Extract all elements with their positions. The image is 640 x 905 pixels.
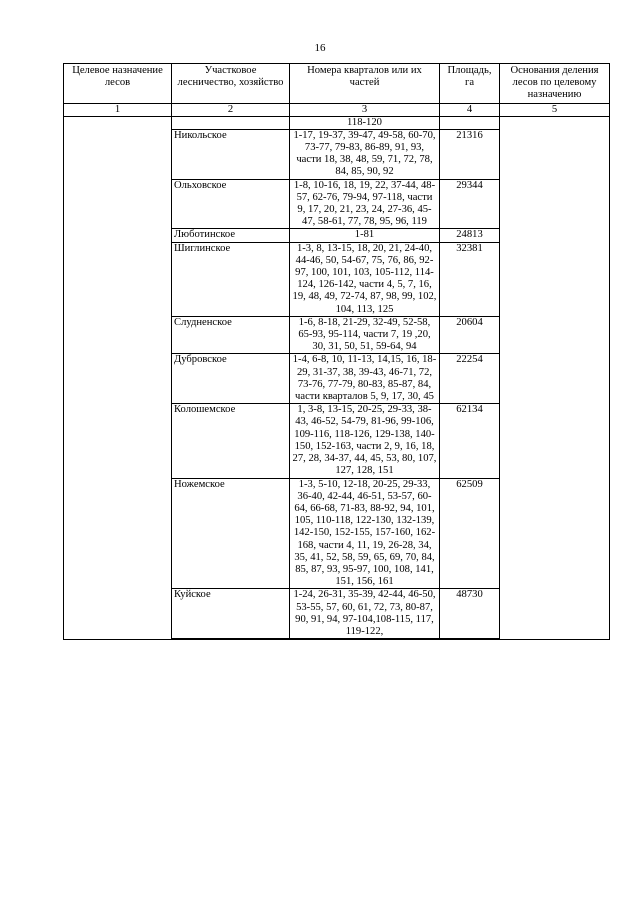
column-number: 2 [172,103,290,116]
forestry-cell: Шиглинское [172,242,290,316]
area-cell: 62134 [440,404,500,478]
blocks-cell: 1-8, 10-16, 18, 19, 22, 37-44, 48-57, 62-76, 79-94, 97-118, части 9, 17, 20, 21, 23, 24, 27-36, 45-47, 58-61, 77, 78, 95, 96, 119 [290,179,440,229]
forestry-cell [172,639,290,640]
forestry-cell [172,116,290,129]
header-purpose: Целевое назначение лесов [64,64,172,104]
area-cell [440,639,500,640]
blocks-cell: 1-3, 8, 13-15, 18, 20, 21, 24-40, 44-46, 50, 54-67, 75, 76, 86, 92-97, 100, 101, 103, 105-112, 114-124, 126-142, части 4, 5, 7, 16, 19, 48, 49, 72-74, 87, 98, 99, 102, 104, 113, 125 [290,242,440,316]
header-forestry: Участковое лесничество, хозяйство [172,64,290,104]
area-cell: 48730 [440,589,500,639]
column-number: 4 [440,103,500,116]
blocks-cell: 1-4, 6-8, 10, 11-13, 14,15, 16, 18-29, 31-37, 38, 39-43, 46-71, 72, 73-76, 77-79, 80-83, 85-87, 84, части кварталов 5, 9, 17, 30, 45 [290,354,440,404]
area-cell: 24813 [440,229,500,242]
table-row [64,116,610,129]
area-cell: 32381 [440,242,500,316]
basis-cell [500,116,610,640]
purpose-cell [64,116,172,640]
forestry-cell: Куйское [172,589,290,639]
blocks-cell: 1-81 [290,229,440,242]
forestry-cell: Слудненское [172,316,290,354]
column-number: 1 [64,103,172,116]
blocks-cell [290,639,440,640]
blocks-cell: 1, 3-8, 13-15, 20-25, 29-33, 38-43, 46-52, 54-79, 81-96, 99-106, 109-116, 118-126, 129-138, 140-150, 152-163, части 2, 9, 16, 18, 27, 28, 34-37, 44, 45, 53, 80, 107, 127, 128, 151 [290,404,440,478]
column-number: 3 [290,103,440,116]
column-number-row [64,103,610,116]
forestry-cell: Дубровское [172,354,290,404]
blocks-cell: 118-120 [290,116,440,129]
blocks-cell: 1-24, 26-31, 35-39, 42-44, 46-50, 53-55, 57, 60, 61, 72, 73, 80-87, 90, 91, 94, 97-104,108-115, 117, 119-122, [290,589,440,639]
forestry-cell: Ножемское [172,478,290,589]
column-number: 5 [500,103,610,116]
forestry-cell: Люботинское [172,229,290,242]
forestry-cell: Ольховское [172,179,290,229]
forestry-cell: Колошемское [172,404,290,478]
header-blocks: Номера кварталов или их частей [290,64,440,104]
blocks-cell: 1-3, 5-10, 12-18, 20-25, 29-33, 36-40, 42-44, 46-51, 53-57, 60-64, 66-68, 71-83, 88-92, 94, 101, 105, 110-118, 122-130, 132-139, 142-150, 152-155, 157-160, 162-168, части 4, 11, 19, 26-28, 34, 35, 41, 52, 58, 59, 65, 69, 70, 84, 85, 87, 93, 95-97, 100, 108, 141, 151, 156, 161 [290,478,440,589]
header-area: Площадь, га [440,64,500,104]
area-cell: 20604 [440,316,500,354]
header-row [64,64,610,104]
area-cell: 29344 [440,179,500,229]
area-cell: 62509 [440,478,500,589]
area-cell [440,116,500,129]
forestry-cell: Никольское [172,129,290,179]
blocks-cell: 1-17, 19-37, 39-47, 49-58, 60-70, 73-77, 79-83, 86-89, 91, 93, части 18, 38, 48, 59, 71, 72, 78, 84, 85, 90, 92 [290,129,440,179]
area-cell: 21316 [440,129,500,179]
forest-division-table [63,63,610,640]
blocks-cell: 1-6, 8-18, 21-29, 32-49, 52-58, 65-93, 95-114, части 7, 19 ,20, 30, 31, 50, 51, 59-64, 94 [290,316,440,354]
page-number: 16 [314,42,326,54]
area-cell: 22254 [440,354,500,404]
header-basis: Основания деления лесов по целевому назначению [500,64,610,104]
